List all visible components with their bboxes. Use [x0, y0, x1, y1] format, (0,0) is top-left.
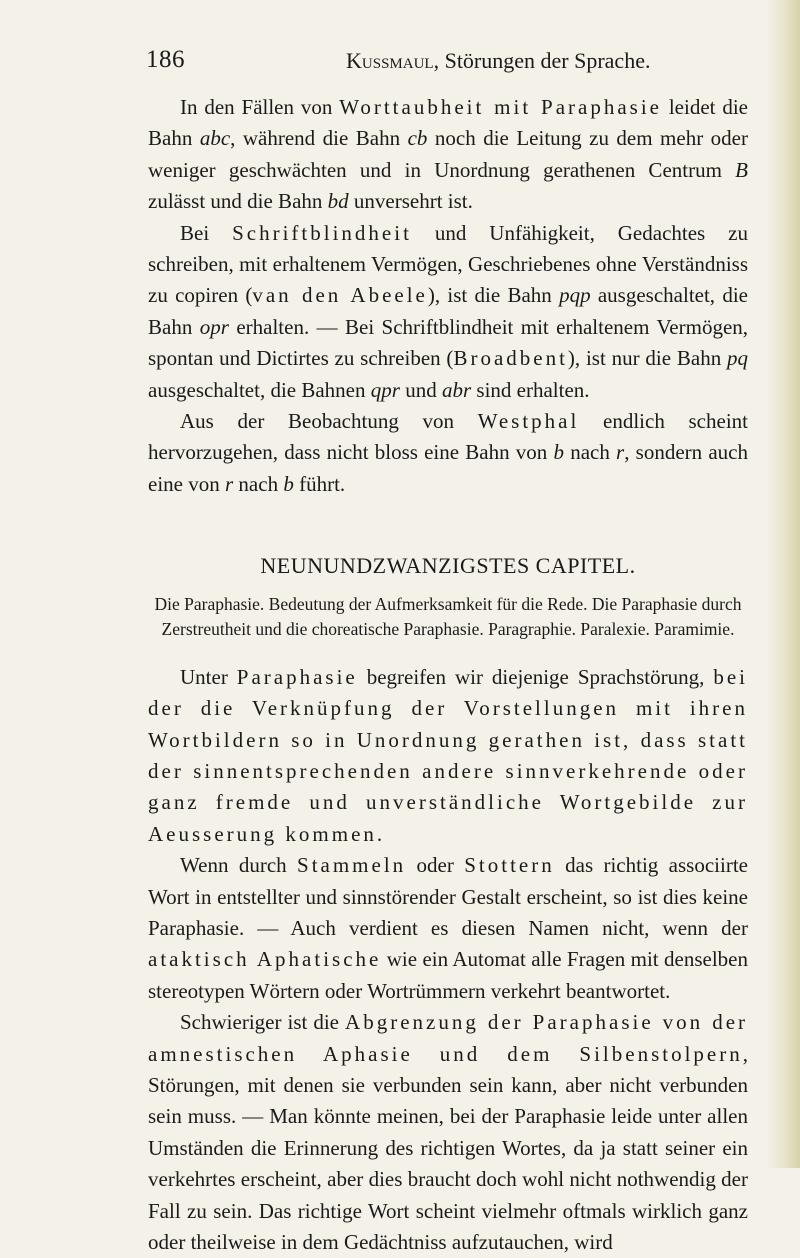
running-head [346, 48, 650, 74]
running-head-title: , Störungen der Sprache. [433, 48, 651, 73]
emphasis-spaced: bei der die Verknüpfung der Vorstellungen mit ihren Wortbildern so in Unordnung gerathen ist, dass statt der sinnentsprechenden andere sinnverkehrende oder ganz fremde und unverständliche Wortgebilde zur Aeusserung kommen. [148, 664, 748, 846]
centre-label: B [735, 157, 748, 182]
emphasis-spaced: Stammeln [297, 853, 407, 878]
page-header [146, 46, 746, 80]
path-label: qpr [370, 377, 400, 402]
page-body [148, 92, 748, 1258]
emphasis-spaced: Paraphasie [236, 664, 358, 689]
emphasis-spaced: Schriftblindheit [232, 220, 412, 245]
author-name: van den Abeele [252, 283, 428, 308]
emphasis-spaced: Abgrenzung der Paraphasie von der amnestischen Aphasie und dem Silbenstolpern [148, 1010, 749, 1066]
path-label: abc [199, 126, 231, 151]
path-label: r [616, 440, 625, 465]
path-label: opr [199, 314, 229, 339]
page-number: 186 [146, 46, 185, 73]
path-label: pqp [559, 283, 591, 308]
author-name: Broadbent [453, 346, 568, 371]
emphasis-spaced: Worttaubheit mit Paraphasie [339, 95, 662, 119]
running-head-author: Kussmaul [346, 48, 434, 73]
paragraph-definition: Unter Paraphasie begreifen wir diejenige Sprachstörung, bei der die Verknüpfung der Vorstellungen mit ihren Wortbildern so in Unordnung gerathen ist, dass statt der sinnentsprechenden andere sinnverkehrende oder ganz fremde und unverständliche Wortgebilde zur Aeusserung kommen. [148, 664, 748, 846]
page-edge-shadow [766, 0, 800, 1168]
emphasis-spaced: ataktisch Aphatische [148, 947, 382, 972]
paragraph-westphal: Aus der Beobachtung von Westphal endlich scheint hervorzugehen, dass nicht bloss eine Bahn von b nach r, sondern auch eine von r nach b führt. [148, 409, 748, 496]
paragraph-abgrenzung: Schwieriger ist die Abgrenzung der Paraphasie von der amnestischen Aphasie und dem Silbenstolpern, Störungen, mit denen sie verbunden sein kann, aber nicht verbunden sein muss. — Man könnte meinen, bei der Paraphasie leide unter allen Umständen die Erinnerung des richtigen Wortes, da ja statt seiner ein verkehrtes erscheint, aber dies braucht doch wohl nicht nothwendig der Fall zu sein. Das richtige Wort scheint vielmehr oftmals wirklich ganz oder theilweise in dem Gedächtniss aufzutauchen, wird [148, 1010, 749, 1254]
author-name: Westphal [477, 409, 580, 434]
path-label: b [553, 440, 564, 465]
path-label: abr [441, 377, 472, 402]
path-label: pq [727, 346, 748, 371]
paragraph-stammeln: Wenn durch Stammeln oder Stottern das richtig associirte Wort in entstellter und sinnstörender Gestalt erscheint, so ist dies keine Paraphasie. — Auch verdient es diesen Namen nicht, wenn der ataktisch Aphatische wie ein Automat alle Fragen mit denselben stereotypen Wörtern oder Wortrümmern verkehrt beantwortet. [148, 853, 748, 1003]
chapter-summary: Die Paraphasie. Bedeutung der Aufmerksamkeit für die Rede. Die Paraphasie durch Zerstreutheit und die choreatische Paraphasie. Paragraphie. Paralexie. Paramimie. [154, 593, 742, 639]
paragraph-worttaubheit: In den Fällen von Worttaubheit mit Paraphasie leidet die Bahn abc, während die Bahn cb noch die Leitung zu dem mehr oder weniger geschwächten und in Unordnung gerathenen Centrum B zulässt und die Bahn bd unversehrt ist. [148, 95, 748, 214]
paragraph-schriftblindheit: Bei Schriftblindheit und Unfähigkeit, Gedachtes zu schreiben, mit erhaltenem Vermögen, Geschriebenes ohne Verständniss zu copiren (van den Abeele), ist die Bahn pqp ausgeschaltet, die Bahn opr erhalten. — Bei Schriftblindheit mit erhaltenem Vermögen, spontan und Dictirtes zu schreiben (Broadbent), ist nur die Bahn pq ausgeschaltet, die Bahnen qpr und abr sind erhalten. [148, 220, 749, 402]
path-label: r [224, 471, 234, 496]
path-label: b [283, 471, 294, 496]
chapter-title: NEUNUNDZWANZIGSTES CAPITEL. [260, 553, 636, 579]
path-label: bd [327, 189, 349, 214]
path-label: cb [407, 126, 428, 151]
emphasis-spaced: Stottern [464, 853, 555, 878]
